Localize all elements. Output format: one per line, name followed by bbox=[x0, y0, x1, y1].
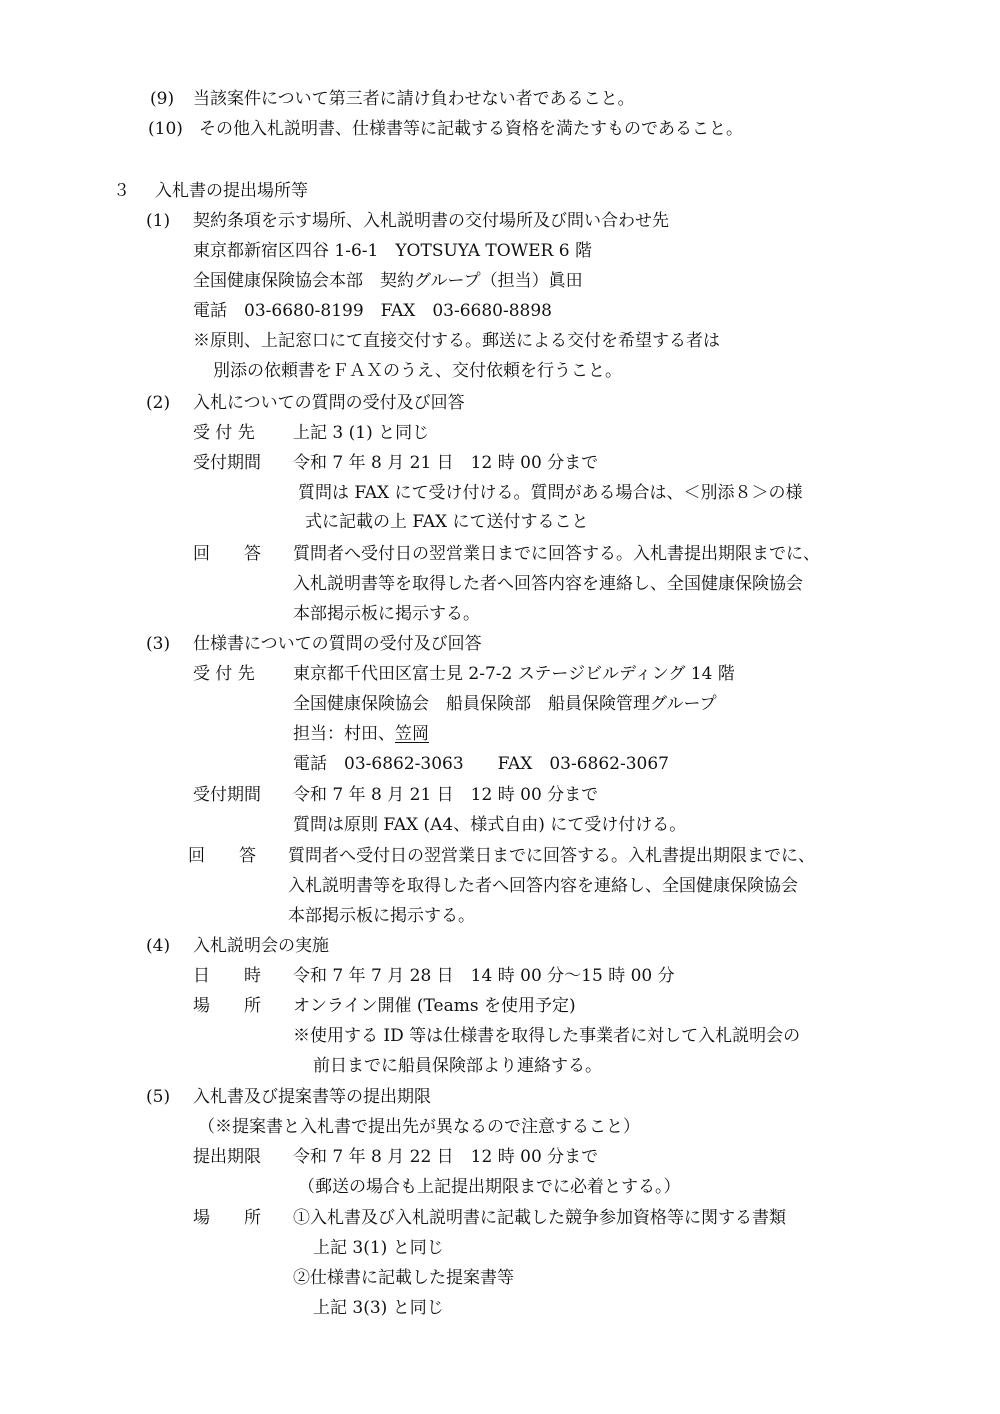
sub-2-period-note-2: 式に記載の上 FAX にて送付すること bbox=[305, 512, 589, 532]
sub-1-number: (1) bbox=[146, 211, 171, 231]
sub-2-answer-label: 回 答 bbox=[193, 544, 261, 564]
sub-2-period-label: 受付期間 bbox=[193, 453, 261, 473]
sub-4-number: (4) bbox=[146, 936, 171, 956]
sub-3-receiver-line-1: 東京都千代田区富士見 2-7-2 ステージビルディング 14 階 bbox=[293, 664, 735, 684]
sub-5-place-item-2-ref: 上記 3(3) と同じ bbox=[313, 1298, 444, 1318]
sub-2-number: (2) bbox=[146, 393, 171, 413]
sub-1-address: 東京都新宿区四谷 1-6-1 YOTSUYA TOWER 6 階 bbox=[193, 241, 592, 261]
sub-3-phone-fax: 電話 03-6862-3063 FAX 03-6862-3067 bbox=[293, 754, 669, 774]
item-9-number: (9) bbox=[150, 89, 175, 109]
sub-3-contact-prefix: 担当：村田、 bbox=[293, 724, 395, 744]
sub-1-title: 契約条項を示す場所、入札説明書の交付場所及び問い合わせ先 bbox=[193, 211, 669, 231]
sub-4-place-value: オンライン開催 (Teams を使用予定) bbox=[293, 996, 576, 1016]
sub-1-phone-fax: 電話 03-6680-8199 FAX 03-6680-8898 bbox=[193, 301, 552, 321]
sub-2-period-note-1: 質問は FAX にて受け付ける。質問がある場合は、＜別添８＞の様 bbox=[298, 483, 803, 503]
sub-3-period-value: 令和 7 年 8 月 21 日 12 時 00 分まで bbox=[293, 785, 599, 805]
sub-3-number: (3) bbox=[146, 634, 171, 654]
sub-5-deadline-value: 令和 7 年 8 月 22 日 12 時 00 分まで bbox=[293, 1147, 599, 1167]
sub-4-title: 入札説明会の実施 bbox=[193, 936, 329, 956]
sub-2-period-value: 令和 7 年 8 月 21 日 12 時 00 分まで bbox=[293, 453, 599, 473]
sub-3-answer-line-3: 本部掲示板に掲示する。 bbox=[288, 906, 475, 926]
item-10-text: その他入札説明書、仕様書等に記載する資格を満たすものであること。 bbox=[199, 119, 743, 139]
sub-5-place-item-1: ①入札書及び入札説明書に記載した競争参加資格等に関する書類 bbox=[293, 1208, 786, 1228]
section-3-heading: 入札書の提出場所等 bbox=[155, 181, 308, 201]
sub-3-answer-line-2: 入札説明書等を取得した者へ回答内容を連絡し、全国健康保険協会 bbox=[288, 876, 798, 896]
sub-2-receiver-value: 上記 3 (1) と同じ bbox=[293, 423, 430, 443]
sub-1-note-line-2: 別添の依頼書をＦＡＸのうえ、交付依頼を行うこと。 bbox=[213, 361, 623, 381]
sub-3-receiver-line-2: 全国健康保険協会 船員保険部 船員保険管理グループ bbox=[293, 694, 717, 714]
sub-2-answer-line-1: 質問者へ受付日の翌営業日までに回答する。入札書提出期限までに、 bbox=[293, 544, 820, 564]
sub-5-caution: （※提案書と入札書で提出先が異なるので注意すること） bbox=[198, 1117, 640, 1137]
item-10-number: (10) bbox=[148, 119, 183, 139]
sub-2-title: 入札についての質問の受付及び回答 bbox=[193, 393, 465, 413]
sub-1-department: 全国健康保険協会本部 契約グループ（担当）眞田 bbox=[193, 271, 583, 291]
sub-3-period-note: 質問は原則 FAX (A4、様式自由) にて受け付ける。 bbox=[293, 815, 687, 835]
item-9-text: 当該案件について第三者に請け負わせない者であること。 bbox=[193, 89, 635, 109]
sub-4-date-label: 日 時 bbox=[193, 966, 261, 986]
sub-5-place-label: 場 所 bbox=[193, 1208, 261, 1228]
sub-3-answer-label: 回 答 bbox=[188, 846, 256, 866]
section-3-number: ３ bbox=[113, 181, 130, 201]
sub-3-receiver-label: 受 付 先 bbox=[193, 664, 255, 684]
sub-4-note-line-1: ※使用する ID 等は仕様書を取得した事業者に対して入札説明会の bbox=[293, 1026, 801, 1046]
sub-2-answer-line-3: 本部掲示板に掲示する。 bbox=[293, 604, 480, 624]
sub-4-place-label: 場 所 bbox=[193, 996, 261, 1016]
sub-4-date-value: 令和 7 年 7 月 28 日 14 時 00 分～15 時 00 分 bbox=[293, 966, 675, 986]
sub-3-period-label: 受付期間 bbox=[193, 785, 261, 805]
sub-5-number: (5) bbox=[146, 1087, 171, 1107]
sub-3-title: 仕様書についての質問の受付及び回答 bbox=[193, 634, 482, 654]
sub-3-contact-name: 笠岡 bbox=[395, 724, 429, 744]
sub-4-note-line-2: 前日までに船員保険部より連絡する。 bbox=[313, 1056, 602, 1076]
sub-2-answer-line-2: 入札説明書等を取得した者へ回答内容を連絡し、全国健康保険協会 bbox=[293, 574, 803, 594]
sub-2-receiver-label: 受 付 先 bbox=[193, 423, 255, 443]
sub-1-note-line-1: ※原則、上記窓口にて直接交付する。郵送による交付を希望する者は bbox=[193, 331, 720, 351]
sub-3-contact bbox=[293, 723, 429, 745]
sub-5-deadline-label: 提出期限 bbox=[193, 1147, 261, 1167]
sub-3-answer-line-1: 質問者へ受付日の翌営業日までに回答する。入札書提出期限までに、 bbox=[288, 846, 815, 866]
sub-5-place-item-1-ref: 上記 3(1) と同じ bbox=[313, 1238, 444, 1258]
sub-5-deadline-note: （郵送の場合も上記提出期限までに必着とする。） bbox=[298, 1177, 681, 1197]
sub-5-title: 入札書及び提案書等の提出期限 bbox=[193, 1087, 431, 1107]
sub-5-place-item-2: ②仕様書に記載した提案書等 bbox=[293, 1268, 514, 1288]
